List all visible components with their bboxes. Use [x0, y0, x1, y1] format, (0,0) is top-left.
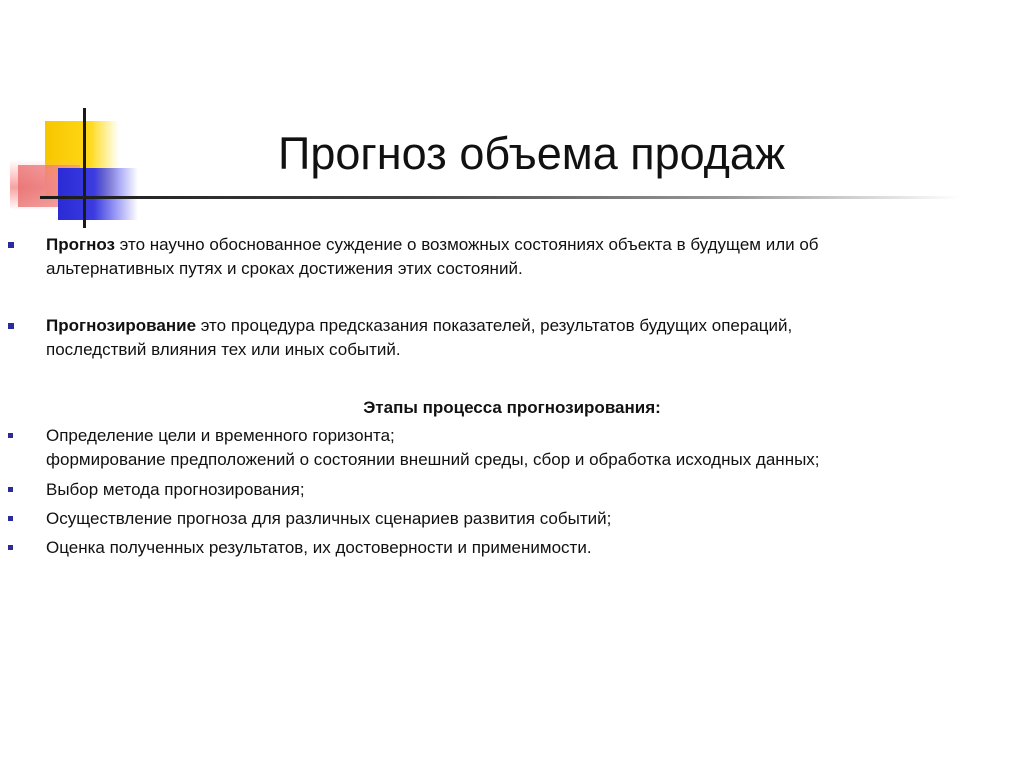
stage-text: Оценка полученных результатов, их достоверности и применимости. [46, 538, 592, 557]
definition-text: это научно обоснованное суждение о возможных состояниях объекта в будущем или об [114, 235, 819, 254]
bullet-square-icon [8, 487, 13, 492]
stage-item [46, 478, 1006, 502]
definition-line [46, 314, 1006, 338]
definition-term: Прогноз [46, 235, 115, 254]
bullet-square-icon [8, 242, 14, 248]
title-underline-rule [40, 196, 960, 199]
vertical-rule-decoration [83, 108, 86, 228]
stage-text: Определение цели и временного горизонта; [46, 426, 395, 445]
blue-square-decoration [58, 168, 138, 220]
definition-line [46, 233, 1006, 257]
definition-text: это процедура предсказания показателей, результатов будущих операций, [196, 316, 793, 335]
stage-item [46, 507, 1006, 531]
bullet-square-icon [8, 433, 13, 438]
stages-heading: Этапы процесса прогнозирования: [363, 398, 661, 417]
definition-text-continued: последствий влияния тех или иных событий. [46, 340, 401, 359]
definition-item-forecasting [46, 314, 1006, 362]
stage-item [46, 424, 1006, 472]
slide-title: Прогноз объема продаж [278, 128, 786, 179]
bullet-square-icon [8, 545, 13, 550]
bullet-square-icon [8, 516, 13, 521]
stage-text: Осуществление прогноза для различных сценариев развития событий; [46, 509, 612, 528]
decorative-logo-blocks [0, 0, 140, 235]
bullet-square-icon [8, 323, 14, 329]
definition-term: Прогнозирование [46, 316, 197, 335]
definition-item-forecast [46, 233, 1006, 281]
stage-text-continued: формирование предположений о состоянии внешний среды, сбор и обработка исходных данных; [46, 450, 820, 469]
stage-text: Выбор метода прогнозирования; [46, 480, 305, 499]
stage-item [46, 536, 1006, 560]
definition-text-continued: альтернативных путях и сроках достижения этих состояний. [46, 259, 523, 278]
